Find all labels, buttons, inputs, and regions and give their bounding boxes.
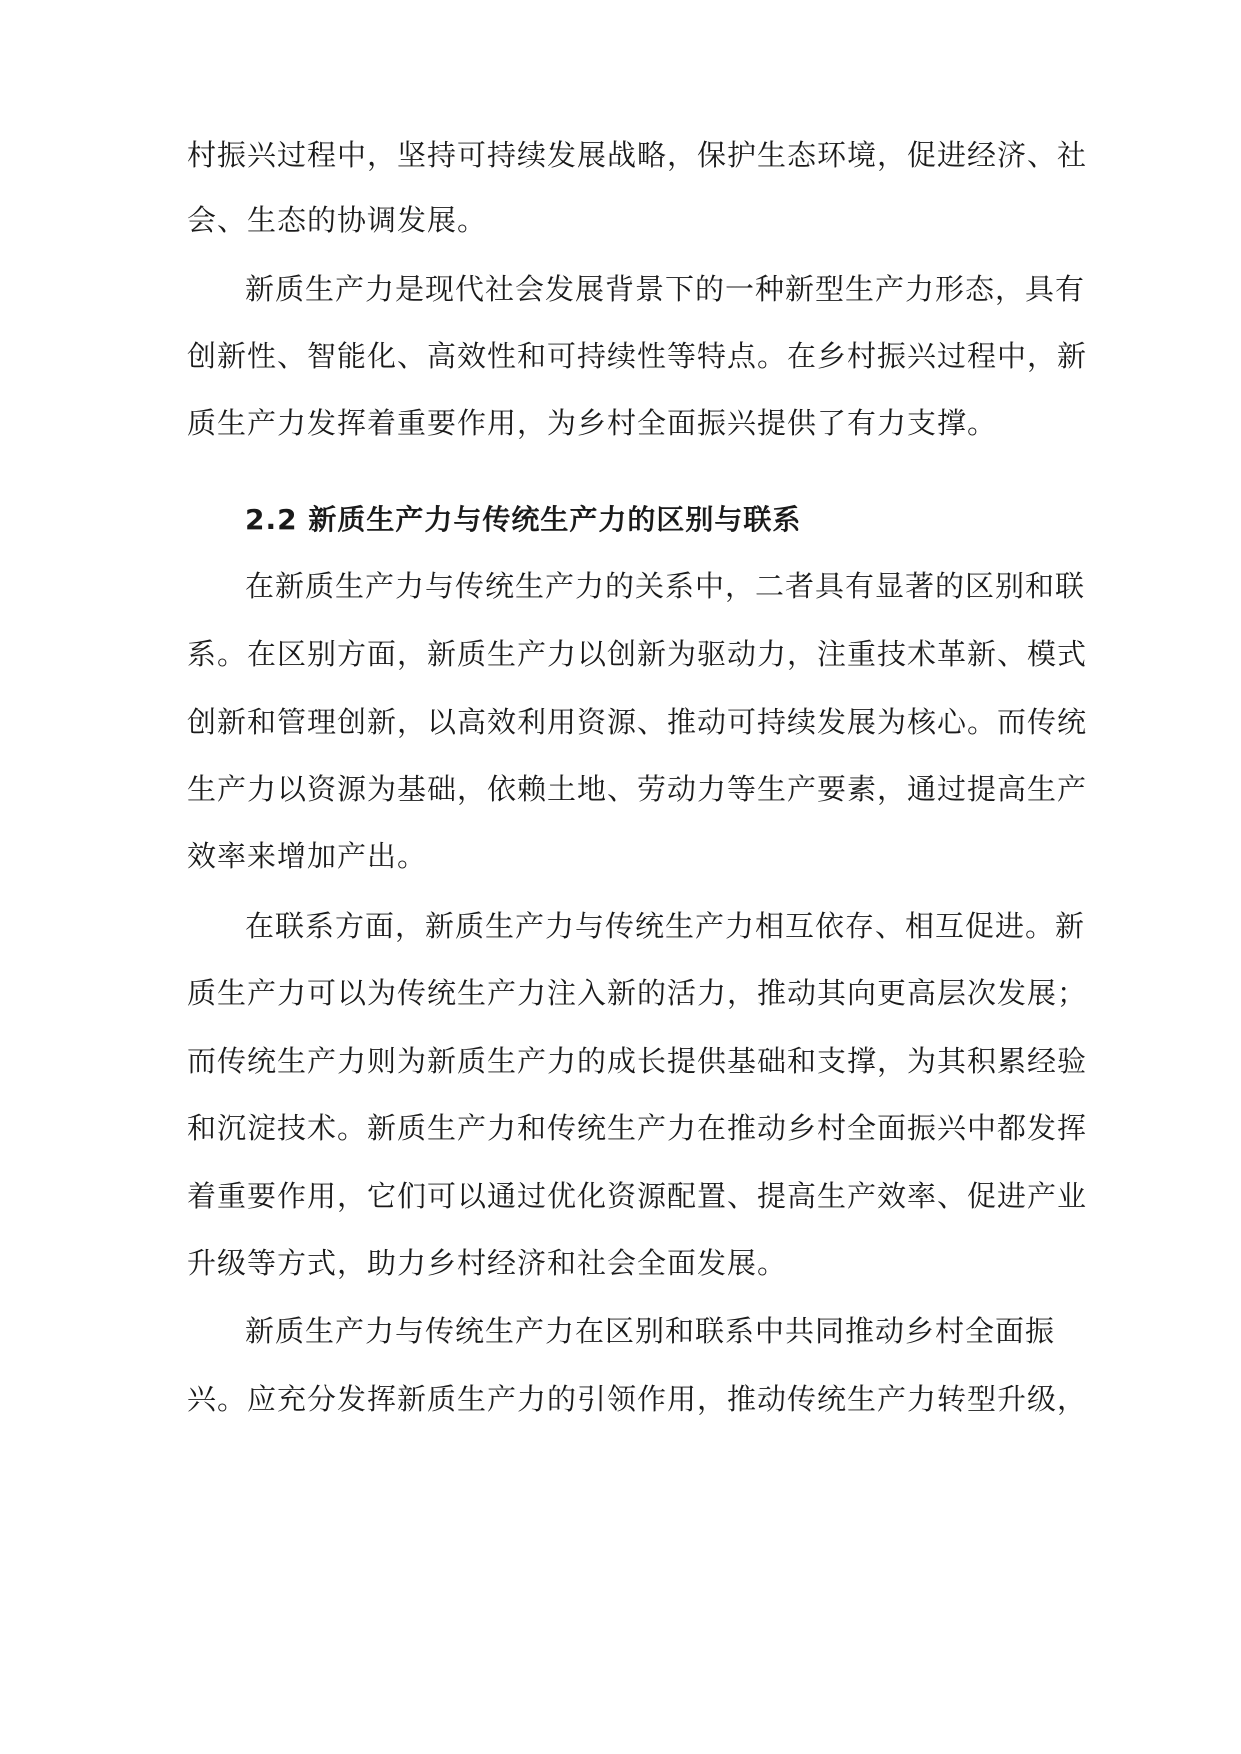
text-line: 质生产力可以为传统生产力注入新的活力，推动其向更高层次发展； (187, 976, 1088, 1010)
text-line: 创新性、智能化、高效性和可持续性等特点。在乡村振兴过程中，新 (187, 339, 1088, 373)
text-line: 在新质生产力与传统生产力的关系中，二者具有显著的区别和联 (245, 569, 1086, 603)
text-line: 系。在区别方面，新质生产力以创新为驱动力，注重技术革新、模式 (187, 637, 1088, 671)
text-line: 新质生产力与传统生产力在区别和联系中共同推动乡村全面振 (245, 1314, 1056, 1348)
section-heading: 2.2 新质生产力与传统生产力的区别与联系 (245, 503, 802, 536)
text-line: 在联系方面，新质生产力与传统生产力相互依存、相互促进。新 (245, 909, 1086, 943)
text-line: 生产力以资源为基础，依赖土地、劳动力等生产要素，通过提高生产 (187, 772, 1088, 806)
text-line: 新质生产力是现代社会发展背景下的一种新型生产力形态，具有 (245, 272, 1086, 306)
text-line: 和沉淀技术。新质生产力和传统生产力在推动乡村全面振兴中都发挥 (187, 1111, 1088, 1145)
text-line: 升级等方式，助力乡村经济和社会全面发展。 (187, 1246, 788, 1280)
text-line: 村振兴过程中，坚持可持续发展战略，保护生态环境，促进经济、社 (187, 138, 1088, 172)
text-line: 会、生态的协调发展。 (187, 203, 488, 237)
text-line: 创新和管理创新，以高效利用资源、推动可持续发展为核心。而传统 (187, 705, 1088, 739)
text-line: 兴。应充分发挥新质生产力的引领作用，推动传统生产力转型升级， (187, 1382, 1088, 1416)
text-line: 而传统生产力则为新质生产力的成长提供基础和支撑，为其积累经验 (187, 1044, 1088, 1078)
text-line: 效率来增加产出。 (187, 839, 428, 873)
text-line: 质生产力发挥着重要作用，为乡村全面振兴提供了有力支撑。 (187, 406, 998, 440)
text-line: 着重要作用，它们可以通过优化资源配置、提高生产效率、促进产业 (187, 1179, 1088, 1213)
